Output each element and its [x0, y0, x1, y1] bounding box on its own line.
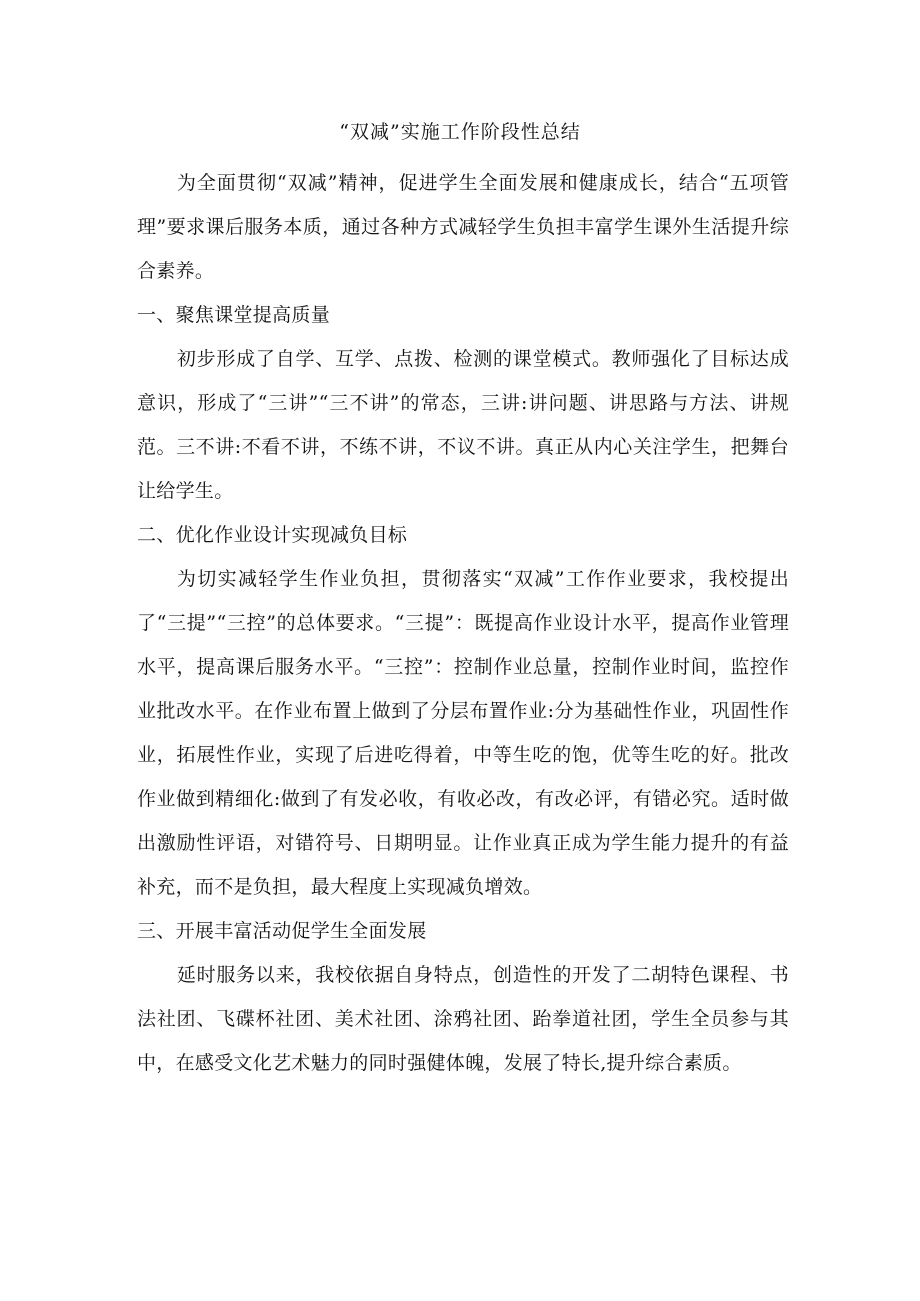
section-heading-1: 一、聚焦课堂提高质量 — [137, 304, 331, 326]
section-paragraph-2: 为切实减轻学生作业负担，贯彻落实“双减”工作作业要求，我校提出了“三提”“三控”的总体要求。“三提”：既提高作业设计水平，提高作业管理水平，提高课后服务水平。“三控”：控制作业总量，控制作业时间，监控作业批改水平。在作业布置上做到了分层布置作业:分为基础性作业，巩固性作业，拓展性作业，实现了后进吃得着，中等生吃的饱，优等生吃的好。批改作业做到精细化:做到了有发必收，有收必改，有改必评，有错必究。适时做出激励性评语，对错符号、日期明显。让作业真正成为学生能力提升的有益补充，而不是负担，最大程度上实现减负增效。 — [137, 568, 789, 898]
document-body — [137, 161, 789, 1085]
section-paragraph-3: 延时服务以来，我校依据自身特点，创造性的开发了二胡特色课程、书法社团、飞碟杯社团、美术社团、涂鸦社团、跆拳道社团，学生全员参与其中，在感受文化艺术魅力的同时强健体魄，发展了特长,提升综合素质。 — [137, 964, 789, 1074]
document-title: “双减”实施工作阶段性总结 — [339, 121, 581, 143]
section-heading-3: 三、开展丰富活动促学生全面发展 — [137, 920, 427, 942]
intro-paragraph: 为全面贯彻“双减”精神，促进学生全面发展和健康成长，结合“五项管理”要求课后服务本质，通过各种方式减轻学生负担丰富学生课外生活提升综合素养。 — [137, 172, 789, 282]
section-paragraph-1: 初步形成了自学、互学、点拨、检测的课堂模式。教师强化了目标达成意识，形成了“三讲”“三不讲”的常态，三讲:讲问题、讲思路与方法、讲规范。三不讲:不看不讲，不练不讲，不议不讲。真正从内心关注学生，把舞台让给学生。 — [137, 348, 789, 502]
section-heading-2: 二、优化作业设计实现减负目标 — [137, 524, 408, 546]
